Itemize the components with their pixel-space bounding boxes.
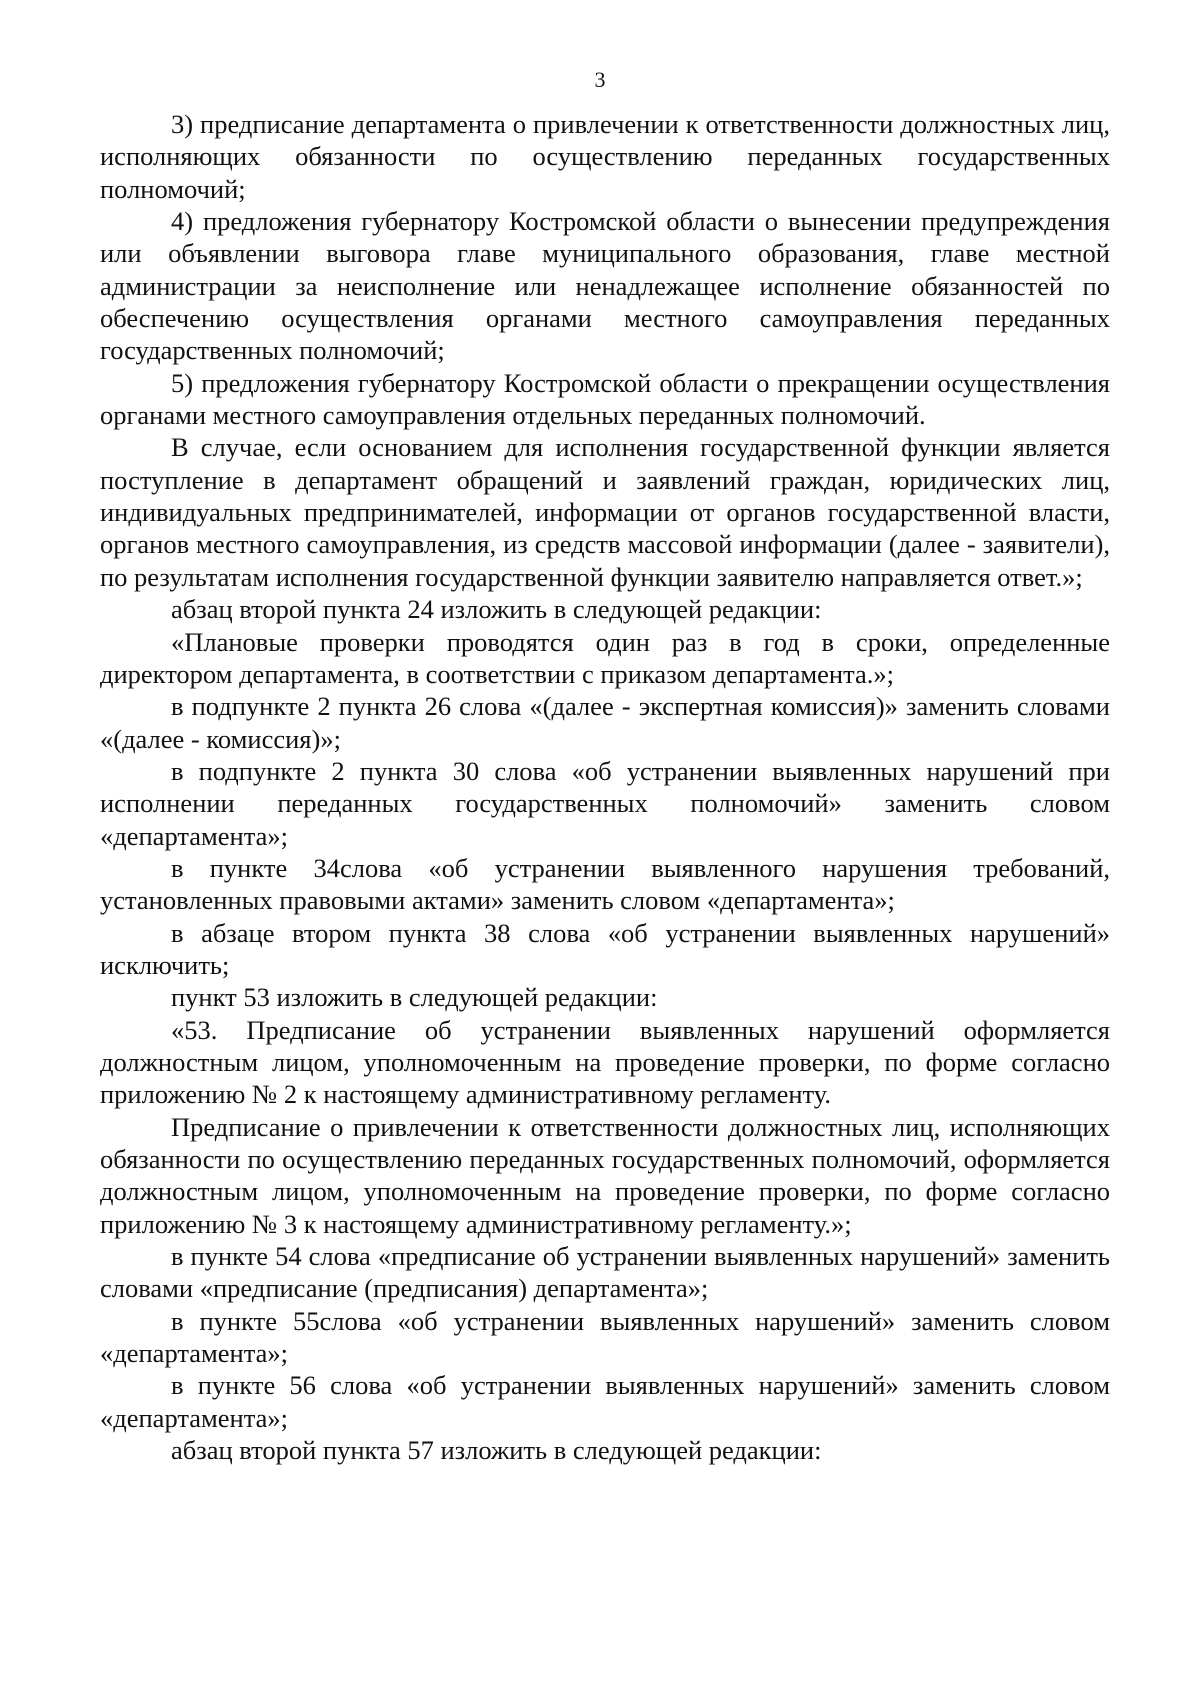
paragraph-planned-inspections: «Плановые проверки проводятся один раз в год в сроки, определенные директором департамента, в соответствии с приказом департамента.»; <box>100 626 1110 689</box>
page-number: 3 <box>594 67 606 92</box>
paragraph-amend-38: в абзаце втором пункта 38 слова «об устранении выявленных нарушений» исключить; <box>100 917 1110 980</box>
paragraph-amend-53: пункт 53 изложить в следующей редакции: <box>171 982 658 1013</box>
paragraph-amend-30: в подпункте 2 пункта 30 слова «об устранении выявленных нарушений при исполнении переданных государственных полномочий» заменить словом «департамента»; <box>100 755 1110 851</box>
paragraph-item-5: 5) предложения губернатору Костромской области о прекращении осуществления органами местного самоуправления отдельных переданных полномочий. <box>100 367 1110 431</box>
paragraph-amend-57: абзац второй пункта 57 изложить в следующей редакции: <box>171 1435 822 1466</box>
paragraph-prescription: Предписание о привлечении к ответственности должностных лиц, исполняющих обязанности по осуществлению переданных государственных полномочий, оформляется должностным лицом, уполномоченным на проведение проверки, по форме согласно приложению № 3 к настоящему административному регламенту.»; <box>100 1111 1110 1239</box>
paragraph-amend-55: в пункте 55слова «об устранении выявленных нарушений» заменить словом «департамента»; <box>100 1305 1110 1369</box>
paragraph-amend-56: в пункте 56 слова «об устранении выявленных нарушений» заменить словом «департамента»; <box>100 1370 1110 1433</box>
paragraph-item-4: 4) предложения губернатору Костромской области о вынесении предупреждения или объявлении выговора главе муниципального образования, главе местной администрации за неисполнение или ненадлежащее исполнение обязанностей по обеспечению осуществления органами местного самоуправления переданных государственных полномочий; <box>100 206 1110 366</box>
document-body <box>100 108 1110 1466</box>
paragraph-amend-34: в пункте 34слова «об устранении выявленного нарушения требований, установленных правовыми актами» заменить словом «департамента»; <box>100 852 1110 916</box>
paragraph-amend-54: в пункте 54 слова «предписание об устранении выявленных нарушений» заменить словами «предписание (предписания) департамента»; <box>100 1241 1110 1304</box>
paragraph-point-53: «53. Предписание об устранении выявленных нарушений оформляется должностным лицом, уполномоченным на проведение проверки, по форме согласно приложению № 2 к настоящему административному регламенту. <box>100 1014 1110 1110</box>
paragraph-item-3: 3) предписание департамента о привлечении к ответственности должностных лиц, исполняющих обязанности по осуществлению переданных государственных полномочий; <box>100 109 1110 204</box>
paragraph-amend-26: в подпункте 2 пункта 26 слова «(далее - экспертная комиссия)» заменить словами «(далее - комиссия)»; <box>100 691 1110 754</box>
paragraph-applicants: В случае, если основанием для исполнения государственной функции является поступление в департамент обращений и заявлений граждан, юридических лиц, индивидуальных предпринимателей, информации от органов государственной власти, органов местного самоуправления, из средств массовой информации (далее - заявители), по результатам исполнения государственной функции заявителю направляется ответ.»; <box>100 432 1110 592</box>
paragraph-amend-24: абзац второй пункта 24 изложить в следующей редакции: <box>171 594 822 625</box>
